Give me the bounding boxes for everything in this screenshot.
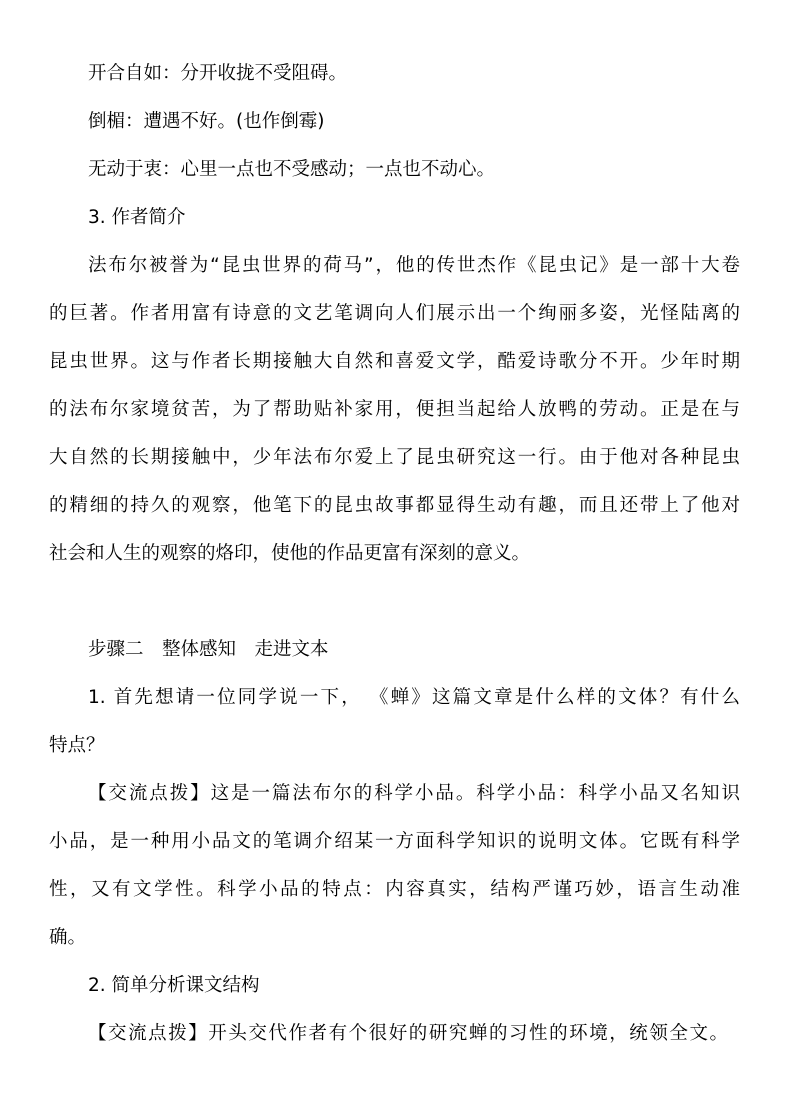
author-paragraph-line-5: 大自然的长期接触中，少年法布尔爱上了昆虫研究这一行。由于他对各种昆虫 xyxy=(49,447,740,468)
author-paragraph-line-2: 的巨著。作者用富有诗意的文艺笔调向人们展示出一个绚丽多姿，光怪陆离的 xyxy=(49,303,740,324)
answer-1-line-3: 性，又有文学性。科学小品的特点：内容真实，结构严谨巧妙，语言生动准 xyxy=(49,879,740,900)
answer-1-line-2: 小品，是一种用小品文的笔调介绍某一方面科学知识的说明文体。它既有科学 xyxy=(49,831,740,852)
question-1-line-1: 1. 首先想请一位同学说一下， 《蝉》这篇文章是什么样的文体？有什么 xyxy=(88,687,740,708)
question-1-line-2: 特点？ xyxy=(49,735,105,756)
answer-2: 【交流点拨】开头交代作者有个很好的研究蝉的习性的环境，统领全文。 xyxy=(88,1023,728,1044)
author-paragraph-line-7: 社会和人生的观察的烙印，使他的作品更富有深刻的意义。 xyxy=(49,543,531,564)
author-paragraph-line-3: 昆虫世界。这与作者长期接触大自然和喜爱文学，酷爱诗歌分不开。少年时期 xyxy=(49,351,740,372)
answer-1-line-4: 确。 xyxy=(49,927,87,948)
definition-daomei: 倒楣：遭遇不好。(也作倒霉) xyxy=(88,111,325,132)
section-3-heading: 3. 作者简介 xyxy=(88,207,186,228)
definition-kaihe: 开合自如：分开收拢不受阻碍。 xyxy=(88,63,348,84)
answer-1-line-1: 【交流点拨】这是一篇法布尔的科学小品。科学小品：科学小品又名知识 xyxy=(88,783,740,804)
author-paragraph-line-4: 的法布尔家境贫苦，为了帮助贴补家用，便担当起给人放鸭的劳动。正是在与 xyxy=(49,399,740,420)
author-paragraph-line-1: 法布尔被誉为“昆虫世界的荷马”，他的传世杰作《昆虫记》是一部十大卷 xyxy=(88,255,740,276)
author-paragraph-line-6: 的精细的持久的观察，他笔下的昆虫故事都显得生动有趣，而且还带上了他对 xyxy=(49,495,740,516)
definition-wudongyuzhong: 无动于衷：心里一点也不受感动；一点也不动心。 xyxy=(88,159,496,180)
question-2: 2. 简单分析课文结构 xyxy=(88,975,260,996)
step-two-heading: 步骤二 整体感知 走进文本 xyxy=(88,639,329,660)
